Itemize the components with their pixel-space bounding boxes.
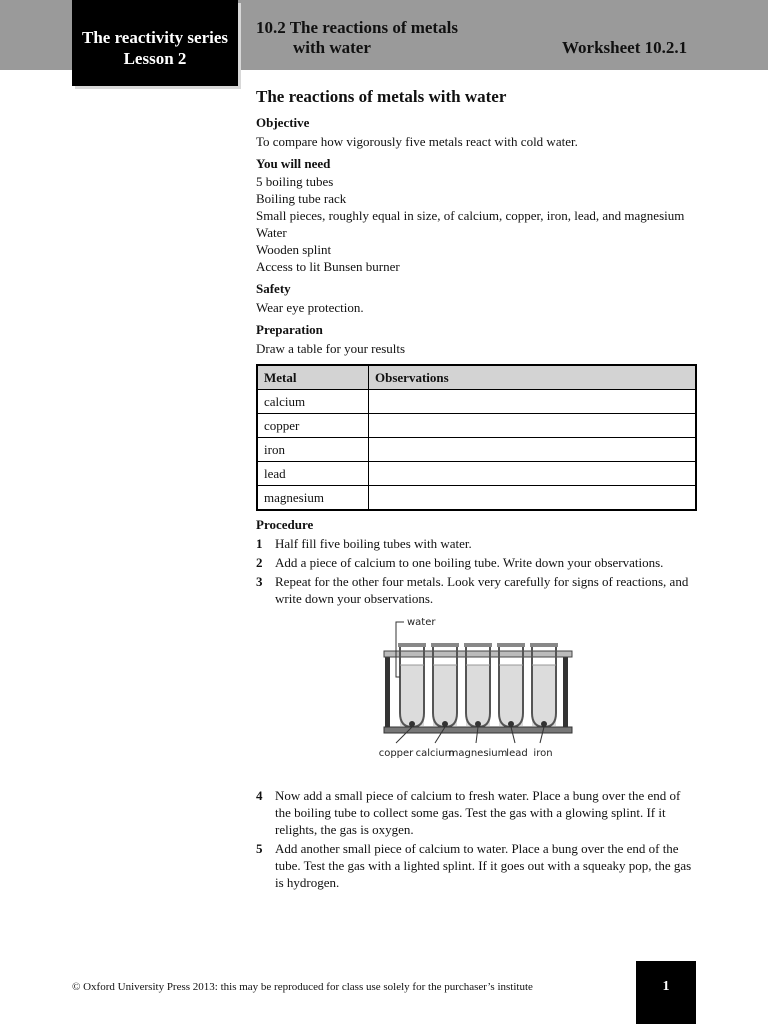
tube-water [400, 665, 424, 726]
list-item: Boiling tube rack [256, 191, 347, 206]
observation-cell [369, 486, 697, 511]
observation-cell [369, 438, 697, 462]
tube-label-magnesium: magnesium [448, 748, 508, 759]
step-number: 1 [256, 536, 263, 551]
tube-water [499, 665, 523, 726]
apparatus-diagram [256, 615, 698, 779]
metal-cell: iron [257, 438, 369, 462]
observation-cell [369, 390, 697, 414]
section-title-line1: 10.2 The reactions of metals [256, 18, 458, 37]
objective-text: To compare how vigorously five metals react with cold water. [256, 134, 578, 149]
procedure-step [256, 573, 698, 607]
procedure-step [256, 554, 698, 571]
procedure-steps-continued [256, 787, 698, 891]
page-number-box [636, 961, 696, 1024]
observation-cell [369, 462, 697, 486]
rack-right-post [563, 653, 568, 731]
procedure-step [256, 787, 698, 838]
list-item: Water [256, 225, 287, 240]
list-item: Small pieces, roughly equal in size, of calcium, copper, iron, lead, and magnesium [256, 208, 685, 223]
rack-left-post [385, 653, 390, 731]
copyright-footer: © Oxford University Press 2013: this may be reproduced for class use solely for the purchaser’s institute [72, 981, 533, 993]
table-header-row [257, 365, 696, 390]
table-row [257, 414, 696, 438]
series-title: The reactivity series [81, 28, 229, 47]
worksheet-number: Worksheet 10.2.1 [562, 38, 688, 57]
tube-label-calcium: calcium [415, 748, 455, 759]
tube-water [466, 665, 490, 726]
equipment-list [256, 173, 698, 275]
metal-cell: copper [257, 414, 369, 438]
tube-water [433, 665, 457, 726]
preparation-heading: Preparation [256, 322, 323, 337]
table-row [257, 462, 696, 486]
step-number: 4 [256, 788, 263, 803]
tube-water [532, 665, 556, 726]
worksheet-body [256, 86, 698, 893]
tube-label-lead: lead [506, 748, 528, 759]
tube-label-copper: copper [378, 748, 414, 759]
column-header-metal: Metal [257, 365, 369, 390]
procedure-step [256, 840, 698, 891]
procedure-heading: Procedure [256, 517, 314, 532]
step-text: Add a piece of calcium to one boiling tube. Write down your observations. [275, 555, 664, 570]
section-title [256, 18, 496, 58]
page-number: 1 [662, 979, 670, 994]
procedure-steps [256, 535, 698, 607]
preparation-text: Draw a table for your results [256, 341, 406, 356]
metal-cell: magnesium [257, 486, 369, 511]
results-table [256, 364, 697, 511]
observation-cell [369, 414, 697, 438]
step-number: 2 [256, 555, 263, 570]
procedure-step [256, 535, 698, 552]
lesson-number: Lesson 2 [123, 49, 187, 68]
step-text: Now add a small piece of calcium to fresh water. Place a bung over the end of the boiling tube to collect some gas. Test the gas with a glowing splint. If it relights, the gas is oxygen. [275, 788, 681, 837]
table-row [257, 390, 696, 414]
rack-top-bar [384, 651, 572, 657]
column-header-observations: Observations [369, 365, 697, 390]
step-text: Half fill five boiling tubes with water. [275, 536, 472, 551]
table-row [257, 438, 696, 462]
step-number: 5 [256, 841, 263, 856]
water-label: water [407, 617, 436, 628]
page-title: The reactions of metals with water [256, 87, 507, 106]
tube-label-iron: iron [533, 748, 553, 759]
step-number: 3 [256, 574, 263, 589]
objective-heading: Objective [256, 115, 310, 130]
metal-cell: calcium [257, 390, 369, 414]
boiling-tube-rack-illustration [364, 615, 574, 775]
lesson-box [72, 0, 238, 86]
safety-text: Wear eye protection. [256, 300, 364, 315]
step-text: Repeat for the other four metals. Look very carefully for signs of reactions, and write down your observations. [275, 574, 689, 606]
safety-heading: Safety [256, 281, 291, 296]
section-title-line2: with water [293, 38, 371, 57]
list-item: Access to lit Bunsen burner [256, 259, 400, 274]
list-item: 5 boiling tubes [256, 174, 334, 189]
table-row [257, 486, 696, 511]
equipment-heading: You will need [256, 156, 331, 171]
list-item: Wooden splint [256, 242, 332, 257]
step-text: Add another small piece of calcium to water. Place a bung over the end of the tube. Test the gas with a lighted splint. If it goes out with a squeaky pop, the gas is hydrogen. [275, 841, 692, 890]
metal-cell: lead [257, 462, 369, 486]
